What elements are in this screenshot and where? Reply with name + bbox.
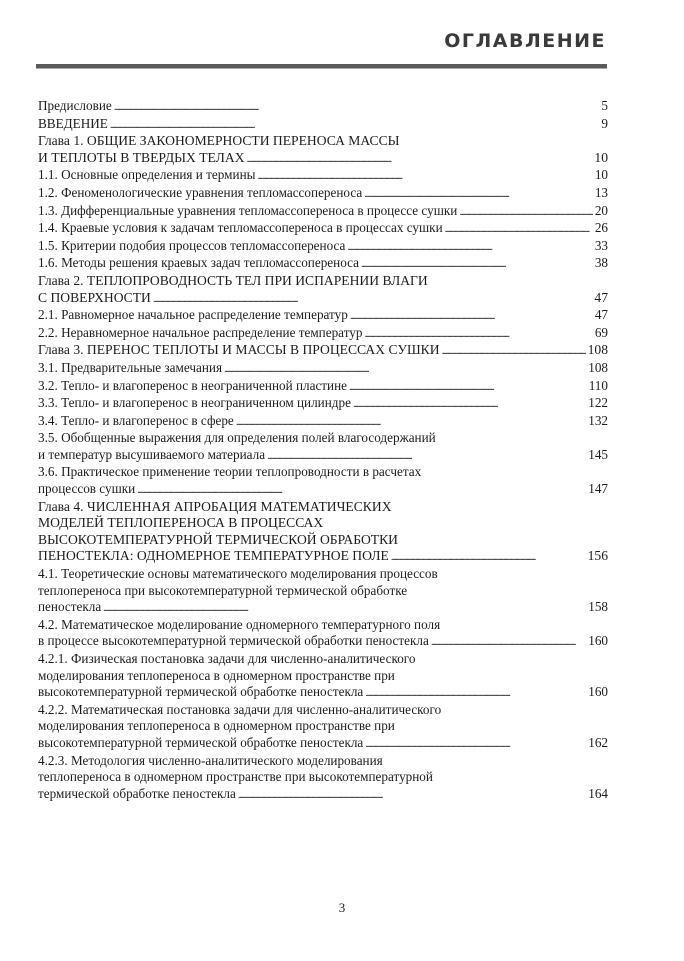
toc-entry	[38, 98, 608, 116]
toc-entry-row	[38, 342, 608, 360]
toc-entry-title-line: 4.2.1. Физическая постановка задачи для численно-аналитического	[38, 651, 416, 666]
toc-entry-row	[38, 395, 608, 413]
toc-entry	[38, 116, 608, 134]
toc-page-number: 10	[594, 167, 608, 183]
toc-page-number: 13	[594, 184, 608, 200]
toc-entry-row	[38, 167, 608, 185]
toc-entry-title-line: теплопереноса при высокотемпературной термической обработке	[38, 582, 408, 598]
page-number: 3	[338, 900, 346, 915]
toc-entry-row	[38, 203, 608, 221]
toc-entry-title-line: Глава 4. ЧИСЛЕННАЯ АПРОБАЦИЯ МАТЕМАТИЧЕСКИХ	[38, 498, 392, 514]
toc-entry-row	[38, 447, 608, 465]
toc-page-number: 47	[594, 289, 608, 305]
toc-entry-title-line: 1.5. Критерии подобия процессов тепломассопереноса	[38, 237, 346, 253]
toc-leader-dots	[431, 633, 586, 651]
toc-entry-title-line: Предисловие	[38, 98, 112, 113]
toc-entry-title-line: Глава 1. ОБЩИЕ ЗАКОНОМЕРНОСТИ ПЕРЕНОСА МАССЫ	[38, 133, 400, 149]
toc-entry	[38, 651, 608, 702]
toc-entry-title-line: высокотемпературной термической обработке пеностекла	[38, 734, 364, 750]
toc-entry-title-line: 3.5. Обобщенные выражения для определения полей влагосодержаний	[38, 430, 436, 446]
toc-page-number: 38	[594, 255, 608, 271]
toc-entry-row	[38, 360, 608, 378]
toc-entry-row	[38, 185, 608, 203]
toc-leader-dots	[153, 290, 593, 308]
toc-entry-row	[38, 255, 608, 273]
toc-entry	[38, 133, 608, 167]
toc-entry-title-line: 3.3. Тепло- и влагоперенос в неограниченном цилиндре	[38, 395, 351, 411]
toc-entry-title-line: моделирования теплопереноса в одномерном пространстве при	[38, 718, 395, 734]
toc-entry	[38, 185, 608, 203]
toc-leader-dots	[103, 599, 586, 617]
toc-leader-dots	[364, 325, 592, 343]
toc-entry-row	[38, 633, 608, 651]
toc-entry-title-line: термической обработке пеностекла	[38, 785, 236, 801]
toc-entry-row	[38, 481, 608, 499]
toc-entry	[38, 360, 608, 378]
toc-entry-row	[38, 413, 608, 431]
toc-leader-dots	[349, 378, 587, 396]
toc-leader-dots	[247, 150, 593, 168]
toc-page-number: 108	[588, 359, 608, 375]
toc-leader-dots	[365, 735, 586, 753]
toc-entry	[38, 307, 608, 325]
toc-entry	[38, 702, 608, 753]
toc-page-number: 132	[588, 412, 608, 428]
toc-leader-dots	[236, 413, 586, 431]
toc-entry-row	[38, 98, 608, 116]
toc-page-number: 20	[594, 202, 608, 218]
toc-entry	[38, 255, 608, 273]
table-of-contents	[38, 98, 608, 803]
toc-entry-title-line: пеностекла	[38, 599, 102, 615]
toc-page-number: 5	[601, 98, 608, 113]
toc-leader-dots	[238, 786, 586, 804]
toc-entry-row	[38, 599, 608, 617]
toc-leader-dots	[353, 395, 586, 413]
toc-entry-title-line: 3.1. Предварительные замечания	[38, 359, 223, 375]
toc-page-number: 160	[588, 633, 608, 649]
toc-page-number: 26	[594, 220, 608, 236]
toc-entry-title-line: 3.4. Тепло- и влагоперенос в сфере	[38, 412, 234, 428]
toc-page-number: 47	[594, 307, 608, 323]
toc-entry-title-line: 1.3. Дифференциальные уравнения тепломассопереноса в процессе сушки	[38, 202, 458, 218]
toc-entry-title-line: ВВЕДЕНИЕ	[38, 115, 108, 131]
toc-page-number: 164	[588, 785, 608, 801]
toc-leader-dots	[365, 684, 586, 702]
toc-entry-row	[38, 325, 608, 343]
toc-entry	[38, 413, 608, 431]
toc-leader-dots	[442, 342, 586, 360]
toc-entry-row	[38, 786, 608, 804]
toc-entry	[38, 617, 608, 651]
toc-entry-row	[38, 735, 608, 753]
toc-entry-title-line: С ПОВЕРХНОСТИ	[38, 289, 151, 305]
toc-entry	[38, 499, 608, 566]
toc-page-number: 160	[588, 684, 608, 700]
toc-entry-row	[38, 290, 608, 308]
toc-page-number: 147	[588, 481, 608, 497]
toc-entry-title-line: 2.1. Равномерное начальное распределение температур	[38, 307, 348, 323]
toc-entry-title-line: ВЫСОКОТЕМПЕРАТУРНОЙ ТЕРМИЧЕСКОЙ ОБРАБОТКИ	[38, 531, 398, 547]
toc-leader-dots	[391, 548, 586, 566]
toc-entry-title-line: 3.6. Практическое применение теории теплопроводности в расчетах	[38, 464, 422, 480]
toc-entry-row	[38, 307, 608, 325]
toc-entry-title-line: 4.2. Математическое моделирование одномерного температурного поля	[38, 616, 441, 632]
toc-page-number: 9	[601, 115, 608, 131]
toc-entry	[38, 273, 608, 307]
toc-entry	[38, 430, 608, 464]
toc-entry-title-line: 4.1. Теоретические основы математического моделирования процессов	[38, 566, 438, 582]
header-divider	[36, 64, 607, 69]
toc-entry-row	[38, 116, 608, 134]
toc-entry-row	[38, 220, 608, 238]
toc-leader-dots	[364, 185, 593, 203]
toc-page-number: 158	[588, 599, 608, 615]
toc-entry-title-line: и температур высушиваемого материала	[38, 446, 266, 462]
toc-leader-dots	[347, 238, 592, 256]
toc-entry-title-line: И ТЕПЛОТЫ В ТВЕРДЫХ ТЕЛАХ	[38, 149, 245, 165]
toc-leader-dots	[257, 167, 592, 185]
toc-page-number: 162	[588, 734, 608, 750]
toc-entry	[38, 464, 608, 498]
toc-entry-row	[38, 378, 608, 396]
toc-leader-dots	[361, 255, 593, 273]
toc-entry-title-line: 4.2.3. Методология численно-аналитического моделирования	[38, 752, 383, 768]
toc-entry-title-line: в процессе высокотемпературной термической обработки пеностекла	[38, 633, 429, 649]
toc-leader-dots	[445, 220, 593, 238]
toc-entry-title-line: 1.4. Краевые условия к задачам тепломассопереноса в процессах сушки	[38, 220, 443, 236]
toc-leader-dots	[350, 307, 593, 325]
toc-entry-title-line: МОДЕЛЕЙ ТЕПЛОПЕРЕНОСА В ПРОЦЕССАХ	[38, 515, 324, 531]
toc-entry	[38, 566, 608, 617]
page-title: ОГЛАВЛЕНИЕ	[444, 30, 606, 52]
toc-entry-title-line: теплопереноса в одномерном пространстве при высокотемпературной	[38, 769, 433, 785]
toc-leader-dots	[114, 98, 600, 116]
toc-page-number: 33	[594, 237, 608, 253]
toc-entry-title-line: моделирования теплопереноса в одномерном пространстве при	[38, 667, 395, 683]
toc-entry-title-line: 4.2.2. Математическая постановка задачи для численно-аналитического	[38, 701, 442, 717]
toc-page-number: 10	[594, 149, 608, 165]
toc-entry	[38, 167, 608, 185]
toc-entry	[38, 220, 608, 238]
toc-entry-title-line: 1.6. Методы решения краевых задач тепломассопереноса	[38, 255, 360, 271]
toc-entry-row	[38, 238, 608, 256]
toc-page-number: 108	[587, 342, 608, 358]
toc-leader-dots	[110, 116, 600, 134]
toc-entry-row	[38, 684, 608, 702]
toc-entry	[38, 378, 608, 396]
toc-entry-title-line: Глава 2. ТЕПЛОПРОВОДНОСТЬ ТЕЛ ПРИ ИСПАРЕНИИ ВЛАГИ	[38, 272, 428, 288]
toc-entry	[38, 203, 608, 221]
toc-entry	[38, 238, 608, 256]
toc-page-number: 69	[594, 324, 608, 340]
toc-leader-dots	[137, 481, 586, 499]
toc-entry-title-line: ПЕНОСТЕКЛА: ОДНОМЕРНОЕ ТЕМПЕРАТУРНОЕ ПОЛЕ	[38, 548, 389, 564]
toc-page-number: 122	[588, 395, 608, 411]
toc-leader-dots	[459, 203, 592, 221]
toc-entry-title-line: 2.2. Неравномерное начальное распределение температур	[38, 324, 363, 340]
toc-entry	[38, 753, 608, 804]
toc-entry-title-line: 1.2. Феноменологические уравнения тепломассопереноса	[38, 184, 363, 200]
toc-entry-title-line: процессов сушки	[38, 481, 136, 497]
toc-entry-title-line: Глава 3. ПЕРЕНОС ТЕПЛОТЫ И МАССЫ В ПРОЦЕССАХ СУШКИ	[38, 342, 440, 358]
toc-leader-dots	[267, 447, 586, 465]
toc-entry	[38, 325, 608, 343]
toc-entry-title-line: 3.2. Тепло- и влагоперенос в неограниченной пластине	[38, 377, 348, 393]
toc-leader-dots	[224, 360, 586, 378]
toc-entry-title-line: высокотемпературной термической обработке пеностекла	[38, 684, 364, 700]
toc-page-number: 145	[588, 446, 608, 462]
toc-entry	[38, 395, 608, 413]
toc-entry-row	[38, 548, 608, 566]
toc-page-number: 156	[587, 548, 608, 564]
toc-entry-title-line: 1.1. Основные определения и термины	[38, 167, 256, 183]
toc-entry-row	[38, 150, 608, 168]
toc-entry	[38, 342, 608, 360]
toc-page-number: 110	[588, 377, 608, 393]
